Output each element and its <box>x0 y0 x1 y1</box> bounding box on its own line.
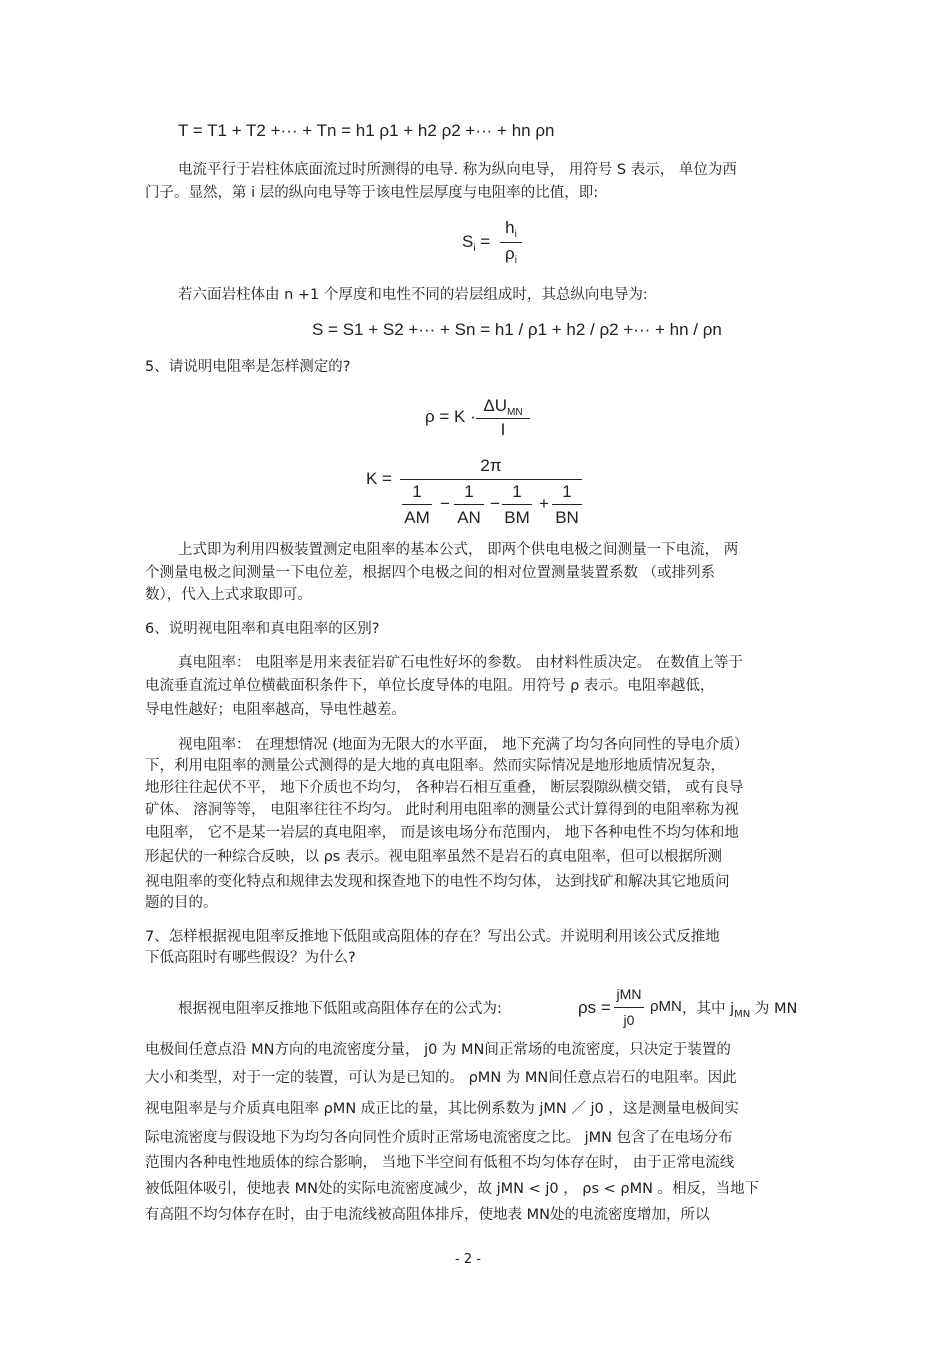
paragraph-text: 电极间任意点沿 MN方向的电流密度分量， j0 为 MN间正常场的电流密度，只决定于装置的 <box>145 1042 731 1058</box>
paragraph-text: 下，利用电阻率的测量公式测得的是大地的真电阻率。然而实际情况是地形地质情况复杂， <box>145 758 725 774</box>
question-heading: 7、怎样根据视电阻率反推地下低阻或高阻体的存在？写出公式。并说明利用该公式反推地 <box>145 929 720 945</box>
paragraph-text: 真电阻率： 电阻率是用来表征岩矿石电性好坏的参数。 由材料性质决定。 在数值上等于 <box>178 655 743 671</box>
paragraph-text: 上式即为利用四极装置测定电阻率的基本公式， 即两个供电电极之间测量一下电流， 两 <box>178 542 739 558</box>
paragraph-text: 视电阻率是与介质真电阻率 ρMN 成正比的量，其比例系数为 jMN ／ j0 ，这是测量电极间实 <box>145 1101 739 1117</box>
paragraph-text: 范围内各种电性地质体的综合影响， 当地下半空间有低租不均匀体存在时， 由于正常电流线 <box>145 1155 735 1171</box>
fraction-bar <box>502 504 532 505</box>
formula-total-resistance: T = T1 + T2 +··· + Tn = h1 ρ1 + h2 ρ2 +··· + hn ρn <box>178 121 555 140</box>
k-term-denominator: BN <box>555 508 579 527</box>
formula-rho-lhs: ρ = K · <box>425 407 476 426</box>
paragraph-text: 际电流密度与假设地下为均匀各向同性介质时正常场电流密度之比。 jMN 包含了在电场分布 <box>145 1130 733 1146</box>
paragraph-text: ，其中 $j_{MN}$ 为 MN <box>682 1001 798 1020</box>
formula-si-numerator: $h_i$ <box>505 218 517 240</box>
formula-rhos-numerator: jMN <box>616 986 642 1002</box>
paragraph-text: 数），代入上式求取即可。 <box>145 587 312 603</box>
paragraph-text: 电流垂直流过单位横截面积条件下，单位长度导体的电阻。用符号 ρ 表示。电阻率越低， <box>145 678 715 694</box>
k-term-numerator: 1 <box>464 482 474 501</box>
k-term-denominator: BM <box>504 508 530 527</box>
fraction-bar <box>454 504 484 505</box>
k-operator: − <box>440 494 450 513</box>
fraction-bar <box>476 418 530 419</box>
fraction-bar <box>552 504 582 505</box>
paragraph-text: 大小和类型，对于一定的装置，可认为是已知的。 ρMN 为 MN间任意点岩石的电阻率。因此 <box>145 1070 737 1086</box>
paragraph-text: 地形往往起伏不平， 地下介质也不均匀， 各种岩石相互重叠， 断层裂隙纵横交错， 或有良导 <box>145 780 744 796</box>
paragraph-text: 视电阻率： 在理想情况 (地面为无限大的水平面， 地下充满了均匀各向同性的导电介质） <box>178 737 749 753</box>
paragraph-text: 矿体、 溶洞等等， 电阻率往往不均匀。 此时利用电阻率的测量公式计算得到的电阻率称为视 <box>145 802 739 818</box>
question-heading: 6、说明视电阻率和真电阻率的区别? <box>145 621 380 637</box>
page-number: - 2 - <box>455 1252 481 1267</box>
paragraph-text: 视电阻率的变化特点和规律去发现和探查地下的电性不均匀体， 达到找矿和解决其它地质问 <box>145 874 730 890</box>
formula-rho-denominator: I <box>500 420 506 439</box>
formula-rhos-denominator: j0 <box>623 1012 635 1028</box>
k-operator: + <box>539 494 549 513</box>
formula-k-lhs: K = <box>366 469 392 488</box>
paragraph-text: 电阻率， 它不是某一岩层的真电阻率， 而是该电场分布范围内， 地下各种电性不均匀体和地 <box>145 825 739 841</box>
fraction-bar <box>614 1007 644 1008</box>
formula-si-lhs: $S_i$ = <box>462 232 491 254</box>
k-operator: − <box>490 494 500 513</box>
question-heading: 5、请说明电阻率是怎样测定的? <box>145 359 351 375</box>
k-term-numerator: 1 <box>412 482 422 501</box>
fraction-bar <box>402 504 432 505</box>
paragraph-text: 形起伏的一种综合反映，以 ρs 表示。视电阻率虽然不是岩石的真电阻率，但可以根据所测 <box>145 849 722 865</box>
paragraph-text: 导电性越好；电阻率越高，导电性越差。 <box>145 702 406 718</box>
k-term-numerator: 1 <box>562 482 572 501</box>
formula-k-numerator: 2π <box>480 456 502 475</box>
paragraph-text: 若六面岩柱体由 n +1 个厚度和电性不同的岩层组成时，其总纵向电导为: <box>178 287 648 303</box>
question-heading: 下低高阻时有哪些假设？为什么? <box>145 950 356 966</box>
formula-rho-numerator: $\Delta U_{MN}$ <box>483 396 523 418</box>
formula-si-denominator: $\rho_i$ <box>505 244 517 266</box>
formula-rhos-rhs: ρMN <box>650 998 682 1015</box>
k-term-denominator: AM <box>404 508 430 527</box>
paragraph-text: 被低阻体吸引，使地表 MN处的实际电流密度减少，故 jMN < j0 ， ρs < ρMN 。相反，当地下 <box>145 1181 760 1197</box>
fraction-bar <box>400 479 582 480</box>
paragraph-text: 个测量电极之间测量一下电位差，根据四个电极之间的相对位置测量装置系数 （或排列系 <box>145 565 716 581</box>
paragraph-text: 电流平行于岩柱体底面流过时所测得的电导. 称为纵向电导， 用符号 S 表示， 单位为西 <box>178 162 737 178</box>
paragraph-text: 有高阻不均匀体存在时，由于电流线被高阻体排斥，使地表 MN处的电流密度增加，所以 <box>145 1207 710 1223</box>
formula-total-conductance: S = S1 + S2 +··· + Sn = h1 / ρ1 + h2 / ρ2 +··· + hn / ρn <box>312 320 722 339</box>
fraction-bar <box>500 242 522 243</box>
paragraph-text: 门子。显然，第 i 层的纵向电导等于该电性层厚度与电阻率的比值，即: <box>145 185 599 201</box>
paragraph-text: 根据视电阻率反推地下低阻或高阻体存在的公式为: <box>178 1001 502 1017</box>
paragraph-text: 题的目的。 <box>145 895 218 911</box>
k-term-denominator: AN <box>457 508 481 527</box>
k-term-numerator: 1 <box>512 482 522 501</box>
formula-rhos-lhs: ρs = <box>578 998 611 1017</box>
